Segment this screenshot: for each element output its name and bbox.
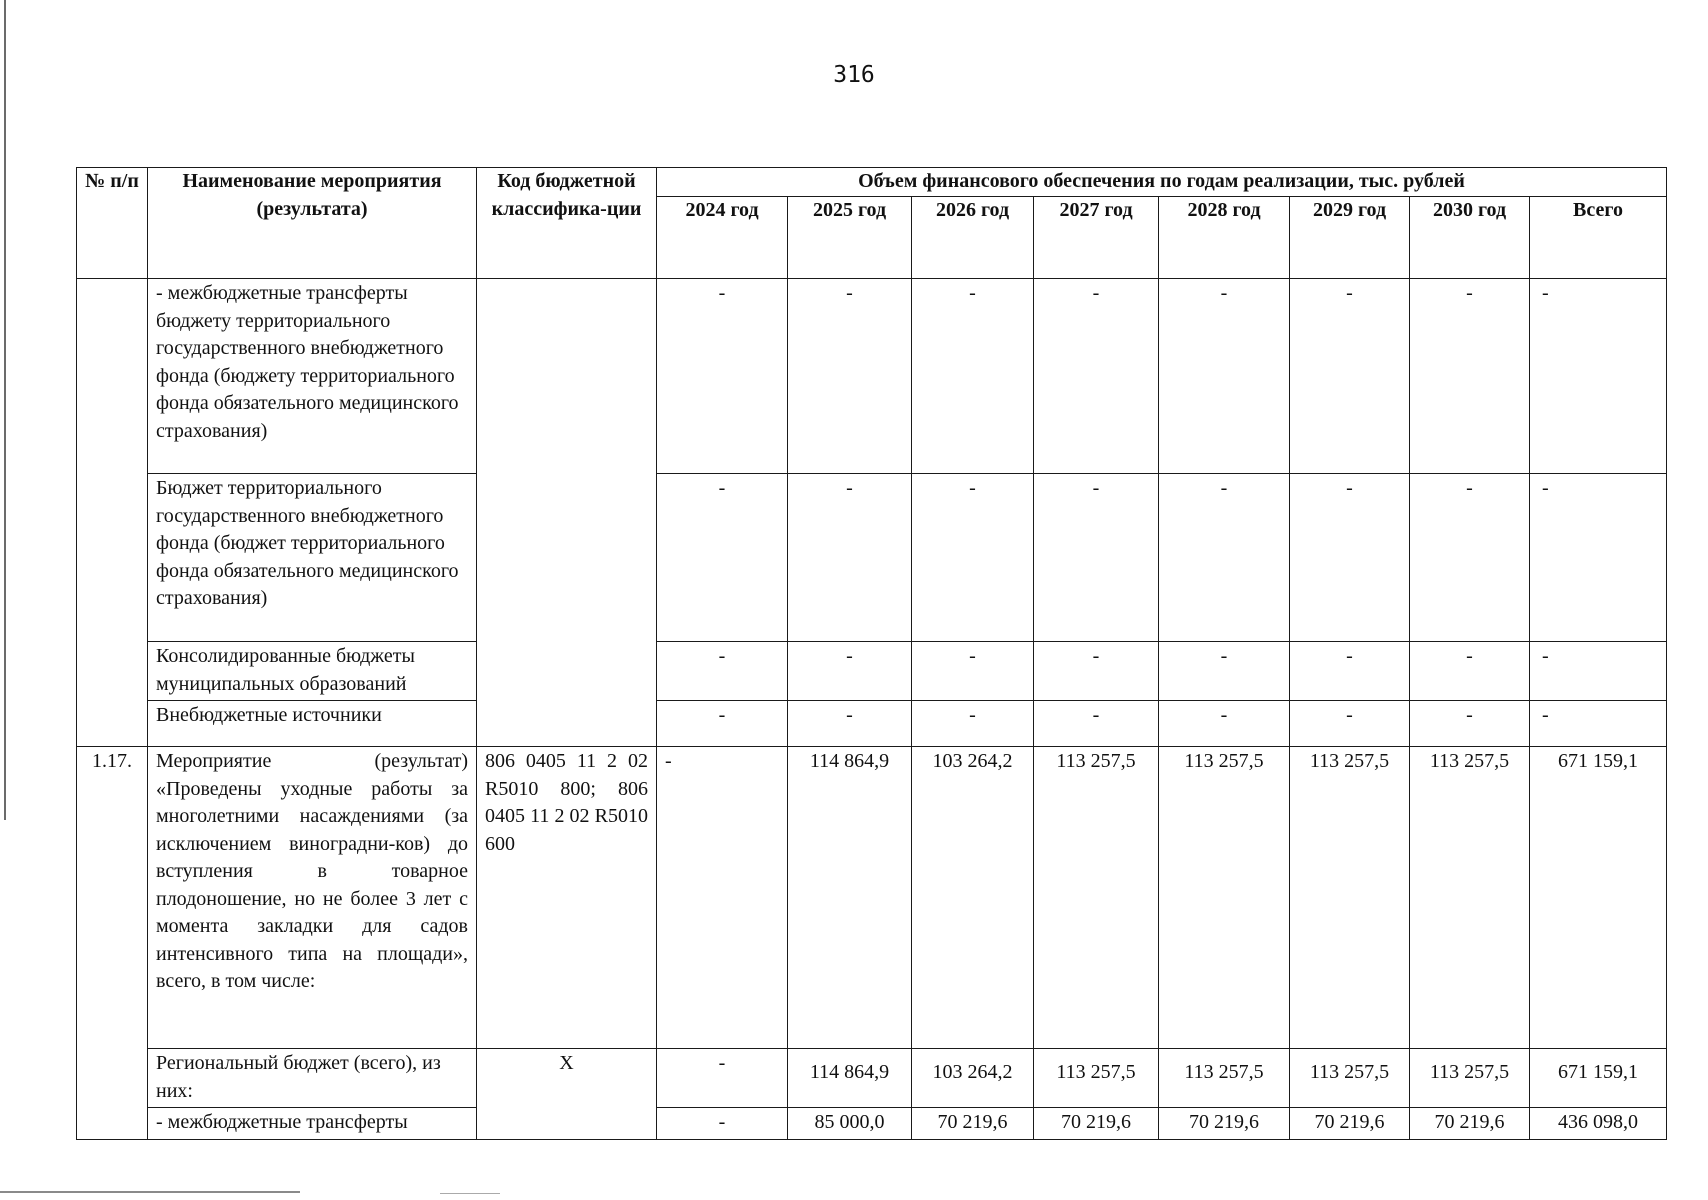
cell-2028: - bbox=[1159, 642, 1290, 701]
cell-2025: - bbox=[788, 642, 912, 701]
cell-2030: 113 257,5 bbox=[1410, 747, 1530, 1049]
row-name: Внебюджетные источники bbox=[148, 701, 477, 747]
table-row bbox=[77, 642, 1667, 701]
cell-total: 671 159,1 bbox=[1530, 1049, 1667, 1108]
header-total: Всего bbox=[1530, 197, 1667, 279]
cell-2028: 113 257,5 bbox=[1159, 747, 1290, 1049]
cell-2027: - bbox=[1034, 701, 1159, 747]
cell-2027: - bbox=[1034, 279, 1159, 474]
cell-2027: 113 257,5 bbox=[1034, 1049, 1159, 1108]
table-row bbox=[77, 701, 1667, 747]
cell-total: - bbox=[1530, 474, 1667, 642]
header-row-1 bbox=[77, 168, 1667, 197]
row-name: - межбюджетные трансферты бюджету территориального государственного внебюджетного фонда (бюджету территориального фонда обязательного медицинского страхования) bbox=[148, 279, 477, 474]
cell-total: 671 159,1 bbox=[1530, 747, 1667, 1049]
cell-2029: - bbox=[1290, 474, 1410, 642]
cell-2025: 114 864,9 bbox=[788, 1049, 912, 1108]
row-code-empty bbox=[477, 279, 657, 747]
cell-2024: - bbox=[657, 642, 788, 701]
row-name: Региональный бюджет (всего), из них: bbox=[148, 1049, 477, 1108]
cell-total: - bbox=[1530, 279, 1667, 474]
cell-2025: 114 864,9 bbox=[788, 747, 912, 1049]
cell-2027: 113 257,5 bbox=[1034, 747, 1159, 1049]
row-name: Мероприятие (результат) «Проведены уходные работы за многолетними насаждениями (за исключением виноградни-ков) до вступления в товарное плодоношение, но не более 3 лет с момента закладки для садов интенсивного типа на площади», всего, в том числе: bbox=[148, 747, 477, 1049]
cell-2030: - bbox=[1410, 642, 1530, 701]
cell-2026: 103 264,2 bbox=[912, 1049, 1034, 1108]
header-year-2024: 2024 год bbox=[657, 197, 788, 279]
cell-2024: - bbox=[657, 279, 788, 474]
cell-2026: - bbox=[912, 279, 1034, 474]
header-year-2028: 2028 год bbox=[1159, 197, 1290, 279]
header-year-2030: 2030 год bbox=[1410, 197, 1530, 279]
header-num: № п/п bbox=[77, 168, 148, 279]
cell-total: - bbox=[1530, 642, 1667, 701]
row-num bbox=[77, 279, 148, 747]
cell-2025: 85 000,0 bbox=[788, 1108, 912, 1140]
cell-2029: - bbox=[1290, 701, 1410, 747]
cell-2027: - bbox=[1034, 474, 1159, 642]
row-code: X bbox=[477, 1049, 657, 1140]
header-year-2027: 2027 год bbox=[1034, 197, 1159, 279]
header-year-2026: 2026 год bbox=[912, 197, 1034, 279]
cell-2025: - bbox=[788, 474, 912, 642]
cell-2025: - bbox=[788, 701, 912, 747]
cell-total: - bbox=[1530, 701, 1667, 747]
cell-2030: - bbox=[1410, 279, 1530, 474]
budget-table bbox=[76, 167, 1667, 1140]
cell-2029: 70 219,6 bbox=[1290, 1108, 1410, 1140]
row-name: Бюджет территориального государственного внебюджетного фонда (бюджет территориального фонда обязательного медицинского страхования) bbox=[148, 474, 477, 642]
cell-total: 436 098,0 bbox=[1530, 1108, 1667, 1140]
row-num: 1.17. bbox=[77, 747, 148, 1140]
header-name: Наименование мероприятия (результата) bbox=[148, 168, 477, 279]
cell-2024: - bbox=[657, 1049, 788, 1108]
table-row bbox=[77, 1049, 1667, 1108]
cell-2030: 113 257,5 bbox=[1410, 1049, 1530, 1108]
cell-2030: - bbox=[1410, 701, 1530, 747]
header-code: Код бюджетной классифика-ции bbox=[477, 168, 657, 279]
cell-2026: 70 219,6 bbox=[912, 1108, 1034, 1140]
row-name: - межбюджетные трансферты bbox=[148, 1108, 477, 1140]
cell-2028: - bbox=[1159, 701, 1290, 747]
cell-2025: - bbox=[788, 279, 912, 474]
cell-2029: - bbox=[1290, 642, 1410, 701]
cell-2027: 70 219,6 bbox=[1034, 1108, 1159, 1140]
header-year-2029: 2029 год bbox=[1290, 197, 1410, 279]
page-number: 316 bbox=[833, 62, 875, 88]
cell-2024: - bbox=[657, 474, 788, 642]
cell-2028: - bbox=[1159, 474, 1290, 642]
header-year-2025: 2025 год bbox=[788, 197, 912, 279]
table-row bbox=[77, 279, 1667, 474]
cell-2024: - bbox=[657, 747, 788, 1049]
row-code: 806 0405 11 2 02 R5010 800; 806 0405 11 2 02 R5010 600 bbox=[477, 747, 657, 1049]
cell-2028: 113 257,5 bbox=[1159, 1049, 1290, 1108]
cell-2029: - bbox=[1290, 279, 1410, 474]
cell-2030: - bbox=[1410, 474, 1530, 642]
table-row bbox=[77, 474, 1667, 642]
cell-2029: 113 257,5 bbox=[1290, 1049, 1410, 1108]
row-name: Консолидированные бюджеты муниципальных образований bbox=[148, 642, 477, 701]
page-edge-line bbox=[4, 0, 6, 820]
bottom-rule bbox=[0, 1191, 300, 1193]
cell-2027: - bbox=[1034, 642, 1159, 701]
cell-2028: 70 219,6 bbox=[1159, 1108, 1290, 1140]
cell-2028: - bbox=[1159, 279, 1290, 474]
cell-2026: - bbox=[912, 701, 1034, 747]
cell-2026: - bbox=[912, 474, 1034, 642]
cell-2026: - bbox=[912, 642, 1034, 701]
cell-2026: 103 264,2 bbox=[912, 747, 1034, 1049]
cell-2029: 113 257,5 bbox=[1290, 747, 1410, 1049]
header-volume: Объем финансового обеспечения по годам реализации, тыс. рублей bbox=[657, 168, 1667, 197]
cell-2030: 70 219,6 bbox=[1410, 1108, 1530, 1140]
table-row bbox=[77, 1108, 1667, 1140]
cell-2024: - bbox=[657, 701, 788, 747]
bottom-rule-short bbox=[440, 1193, 500, 1194]
table-row bbox=[77, 747, 1667, 1049]
cell-2024: - bbox=[657, 1108, 788, 1140]
